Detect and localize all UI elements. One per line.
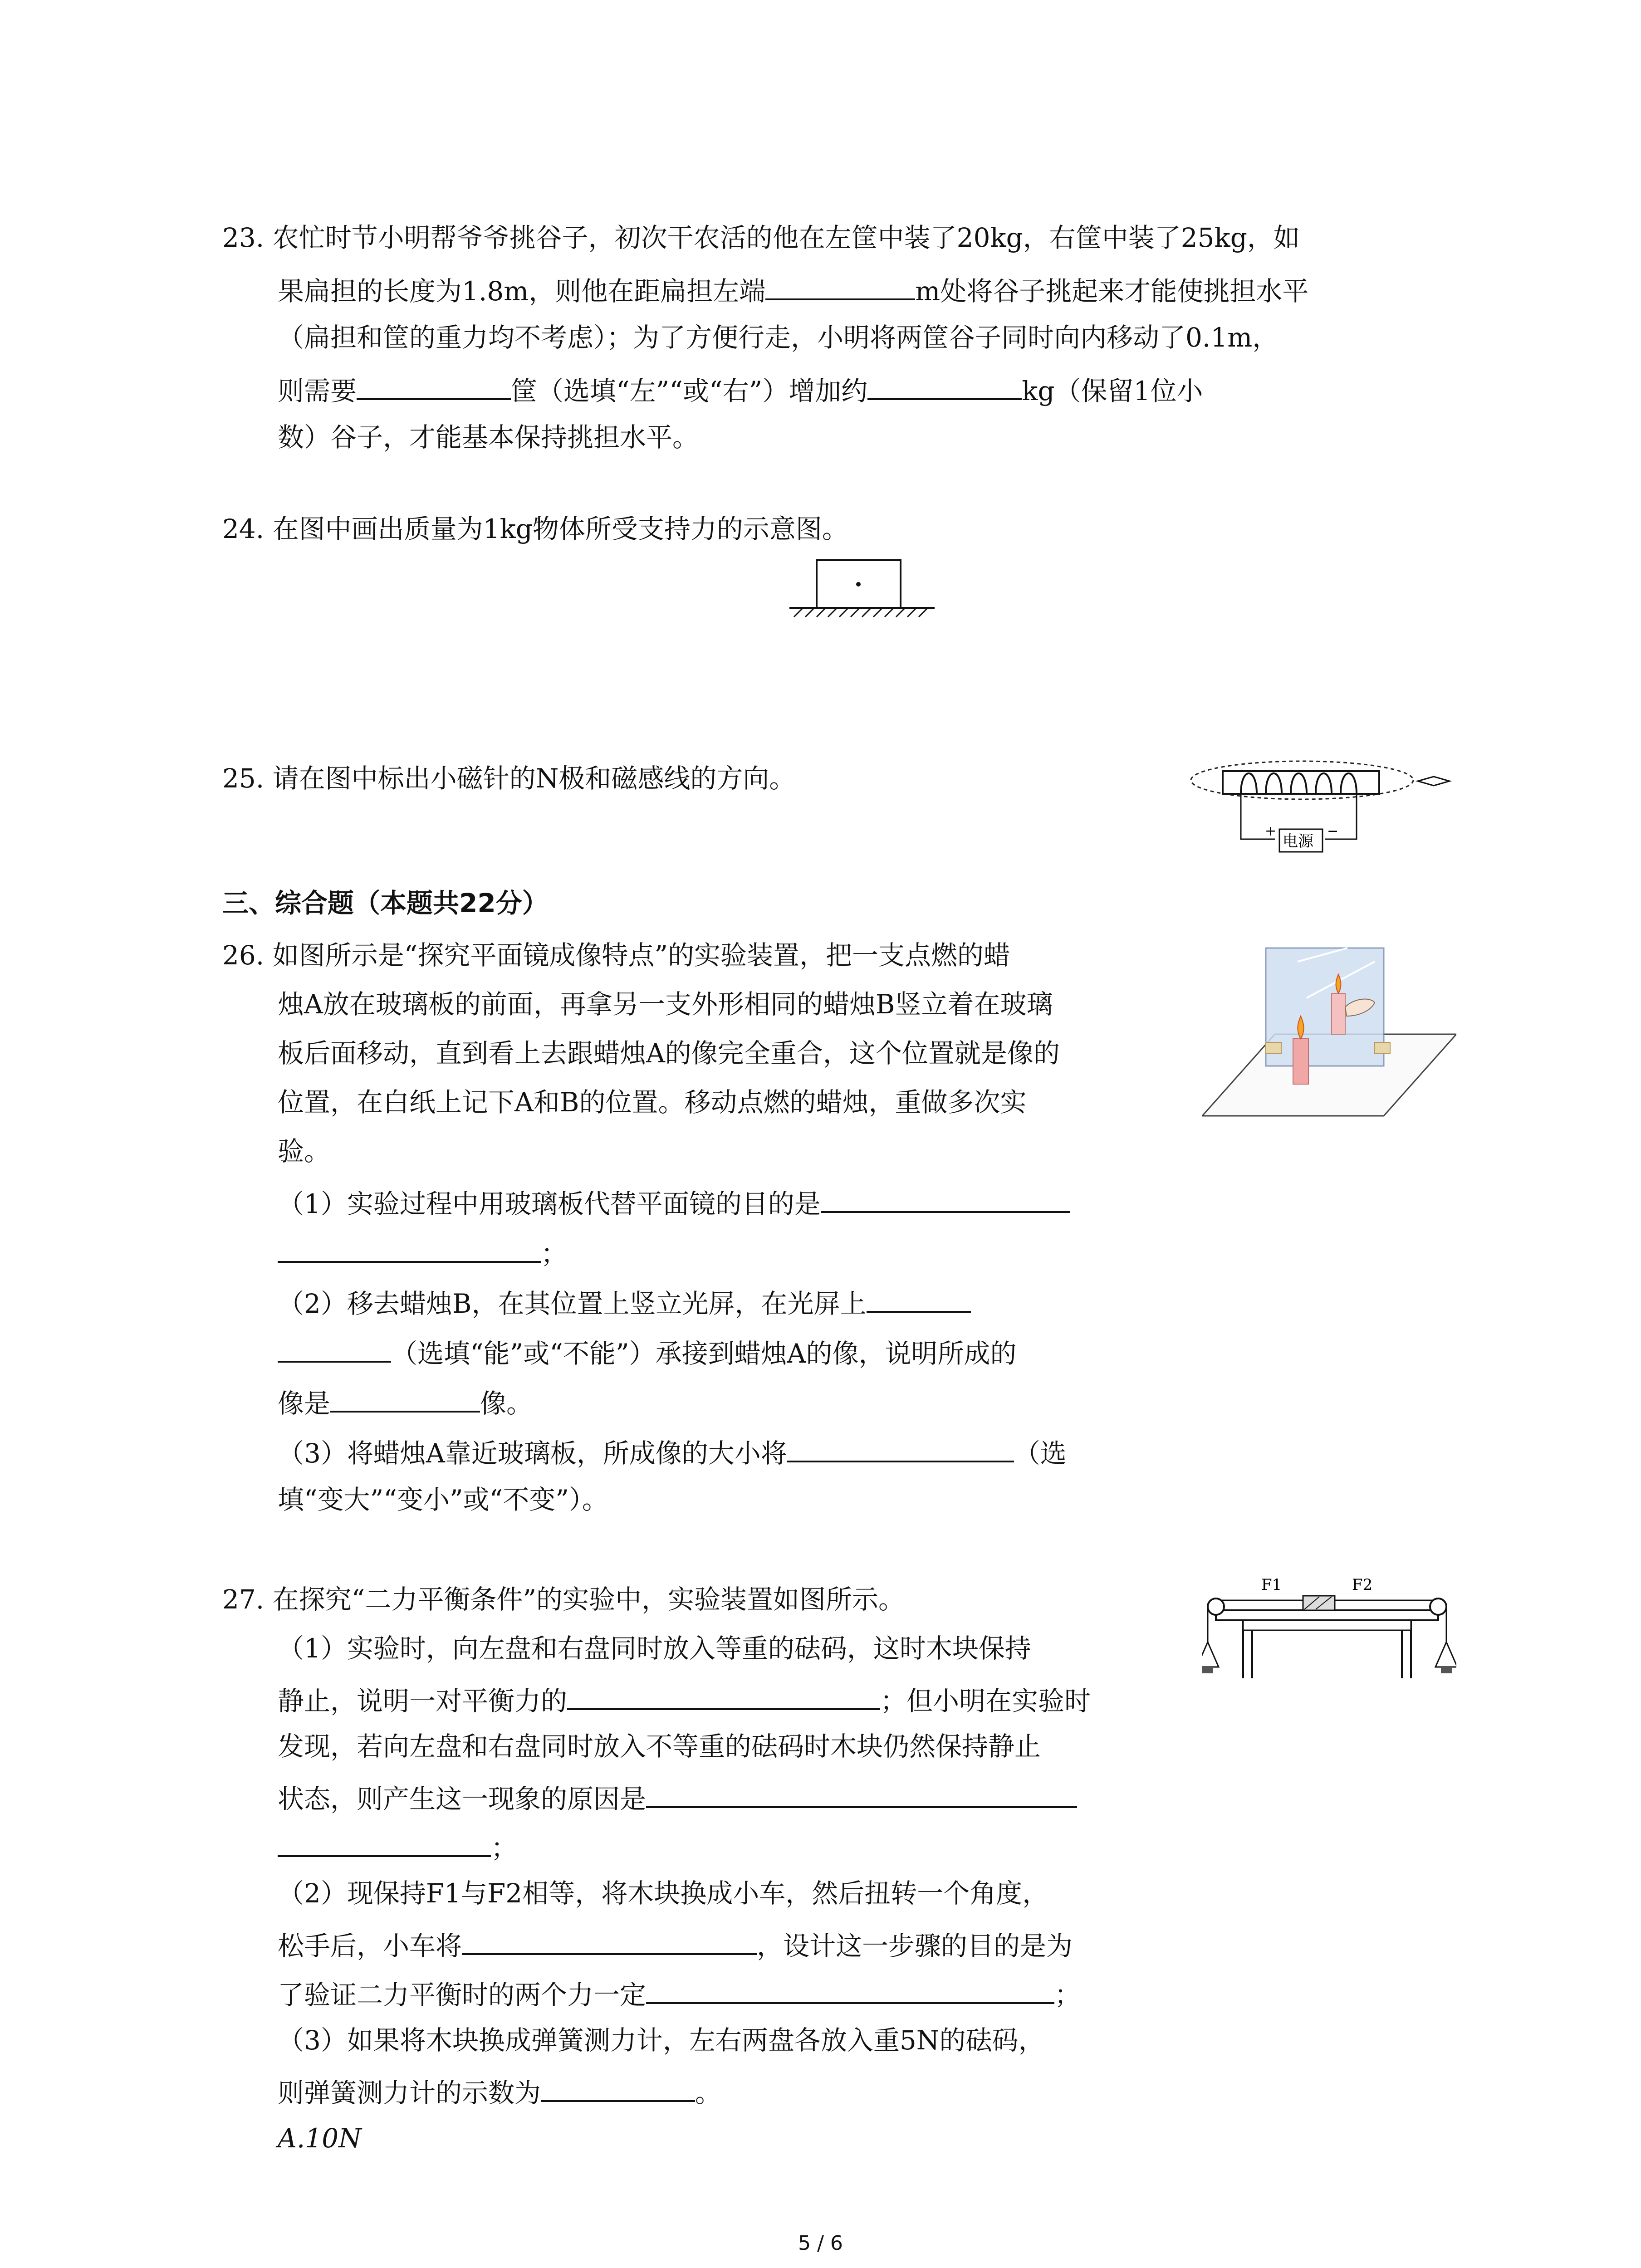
q27-blank-reading[interactable] bbox=[541, 2073, 695, 2102]
q23-line2 bbox=[278, 271, 1308, 308]
q27-sub3-b: 则弹簧测力计的示数为 bbox=[278, 2077, 541, 2108]
q27-sub1-line1: （1）实验时，向左盘和右盘同时放入等重的砝码，这时木块保持 bbox=[278, 1633, 1031, 1664]
right-weight bbox=[1441, 1667, 1452, 1673]
q23-line2-a: 果扁担的长度为1.8m，则他在距扁担左端 bbox=[278, 276, 766, 307]
q27-sub3-line2 bbox=[278, 2073, 721, 2109]
q26-sub3-b: （选 bbox=[1014, 1438, 1067, 1469]
q25-text: 25. 请在图中标出小磁针的N极和磁感线的方向。 bbox=[222, 763, 796, 794]
q26-blank-purpose[interactable] bbox=[821, 1184, 1070, 1213]
q23-line2-b: m处将谷子挑起来才能使挑担水平 bbox=[915, 276, 1309, 307]
q26-sub2-b: （选填“能”或“不能”）承接到蜡烛A的像，说明所成的 bbox=[391, 1338, 1017, 1369]
block-center-dot bbox=[856, 582, 861, 587]
q24-text: 24. 在图中画出质量为1kg物体所受支持力的示意图。 bbox=[222, 513, 848, 544]
q26-sub2-image-type bbox=[278, 1383, 533, 1420]
q26-blank-size[interactable] bbox=[787, 1433, 1014, 1462]
left-pan bbox=[1202, 1642, 1219, 1667]
q26-blank-can-receive[interactable] bbox=[867, 1284, 971, 1313]
q23-line4-a: 则需要 bbox=[278, 376, 357, 406]
q27-blank-reason[interactable] bbox=[646, 1779, 1077, 1808]
q26-blank-purpose-cont[interactable] bbox=[278, 1234, 541, 1263]
q23-blank-mass[interactable] bbox=[867, 371, 1022, 400]
candle-a bbox=[1293, 1039, 1308, 1084]
section-3-title: 三、综合题（本题共22分） bbox=[222, 888, 549, 919]
left-weight bbox=[1202, 1667, 1213, 1673]
q26-line1: 26. 如图所示是“探究平面镜成像特点”的实验装置，把一支点燃的蜡 bbox=[222, 940, 1010, 971]
q27-sub2-line3 bbox=[278, 1975, 1081, 2011]
q27-line1: 27. 在探究“二力平衡条件”的实验中，实验装置如图所示。 bbox=[222, 1584, 905, 1615]
q27-sub1-line5 bbox=[278, 1828, 517, 1864]
q25-solenoid-figure bbox=[1189, 748, 1452, 871]
q26-sub2-c: 像是 bbox=[278, 1388, 331, 1419]
candle-a-base-left bbox=[1266, 1042, 1281, 1053]
pulley-right bbox=[1430, 1598, 1446, 1615]
q26-sub1-cont bbox=[278, 1234, 567, 1270]
q23-line3: （扁担和筐的重力均不考虑）；为了方便行走，小明将两筐谷子同时向内移动了0.1m， bbox=[278, 322, 1279, 353]
q26-line4: 位置，在白纸上记下A和B的位置。移动点燃的蜡烛，重做多次实 bbox=[278, 1087, 1027, 1118]
source-minus: − bbox=[1327, 823, 1339, 839]
q23-line4-c: kg（保留1位小 bbox=[1022, 376, 1203, 406]
q26-sub3-a: （3）将蜡烛A靠近玻璃板，所成像的大小将 bbox=[278, 1438, 787, 1469]
q26-sub2-d: 像。 bbox=[480, 1388, 533, 1419]
q27-sub2-e: ； bbox=[1054, 1980, 1081, 2010]
q27-blank-cart-motion[interactable] bbox=[462, 1926, 757, 1955]
q26-blank-image-type[interactable] bbox=[330, 1383, 480, 1413]
q26-sub2 bbox=[278, 1284, 971, 1320]
q23-line1: 23. 农忙时节小明帮爷爷挑谷子，初次干农活的他在左筐中装了20kg，右筐中装了25kg，如 bbox=[222, 222, 1300, 253]
q26-sub1-a: （1）实验过程中用玻璃板代替平面镜的目的是 bbox=[278, 1188, 821, 1219]
page-number: 5 / 6 bbox=[798, 2232, 843, 2255]
q26-sub3 bbox=[278, 1433, 1067, 1470]
q23-blank-distance[interactable] bbox=[765, 271, 915, 300]
q23-blank-side[interactable] bbox=[357, 371, 511, 400]
q27-blank-balance-feature[interactable] bbox=[567, 1681, 880, 1710]
q26-mirror-experiment-figure bbox=[1202, 943, 1456, 1125]
pulley-left bbox=[1208, 1598, 1224, 1615]
q26-line5: 验。 bbox=[278, 1136, 331, 1167]
q27-option-a: A.10N bbox=[278, 2123, 362, 2154]
q26-line2: 烛A放在玻璃板的前面，再拿另一支外形相同的蜡烛B竖立着在玻璃 bbox=[278, 989, 1053, 1020]
q26-sub1 bbox=[278, 1184, 1070, 1220]
q26-line3: 板后面移动，直到看上去跟蜡烛A的像完全重合，这个位置就是像的 bbox=[278, 1038, 1060, 1069]
q27-sub3-line1: （3）如果将木块换成弹簧测力计，左右两盘各放入重5N的砝码， bbox=[278, 2025, 1045, 2056]
candle-b-base-right bbox=[1375, 1042, 1390, 1053]
q23-line4-b: 筐（选填“左”“或“右”）增加约 bbox=[511, 376, 868, 406]
q24-block-figure bbox=[780, 553, 944, 631]
q26-sub3-cont: 填“变大”“变小”或“不变”）。 bbox=[278, 1484, 608, 1515]
q27-sub1-line2 bbox=[278, 1681, 1091, 1717]
q27-sub1-line4 bbox=[278, 1779, 1077, 1815]
q27-sub1-f: ； bbox=[491, 1833, 518, 1863]
source-label: 电源 bbox=[1283, 832, 1313, 850]
q27-sub2-b: 松手后，小车将 bbox=[278, 1931, 462, 1961]
q27-sub1-e: 状态，则产生这一现象的原因是 bbox=[278, 1784, 647, 1814]
ground-hatching bbox=[794, 608, 928, 617]
q27-sub3-c: 。 bbox=[695, 2077, 722, 2108]
q27-sub2-line1: （2）现保持F1与F2相等，将木块换成小车，然后扭转一个角度， bbox=[278, 1878, 1049, 1909]
q26-sub2-cont bbox=[278, 1334, 1017, 1370]
q26-sub1-b: ； bbox=[541, 1238, 568, 1269]
q27-sub1-line3: 发现，若向左盘和右盘同时放入不等重的砝码时木块仍然保持静止 bbox=[278, 1731, 1041, 1762]
q23-line4 bbox=[278, 371, 1203, 407]
q27-sub1-c: ；但小明在实验时 bbox=[880, 1686, 1091, 1716]
q27-two-force-figure bbox=[1202, 1574, 1456, 1692]
q27-sub2-d: 了验证二力平衡时的两个力一定 bbox=[278, 1980, 647, 2010]
q27-blank-reason-cont[interactable] bbox=[278, 1828, 491, 1857]
candle-b bbox=[1332, 993, 1345, 1034]
q26-sub2-a: （2）移去蜡烛B，在其位置上竖立光屏，在光屏上 bbox=[278, 1288, 867, 1319]
q23-line5: 数）谷子，才能基本保持挑担水平。 bbox=[278, 422, 699, 453]
q27-sub1-b: 静止，说明一对平衡力的 bbox=[278, 1686, 568, 1716]
compass-needle bbox=[1418, 777, 1450, 786]
label-f2: F2 bbox=[1352, 1576, 1373, 1594]
table-top bbox=[1216, 1610, 1438, 1620]
q27-sub2-c: ，设计这一步骤的目的是为 bbox=[757, 1931, 1073, 1961]
q26-blank-can-receive-cont[interactable] bbox=[278, 1334, 391, 1363]
table-crossbar bbox=[1243, 1620, 1411, 1630]
right-pan bbox=[1435, 1642, 1456, 1667]
source-plus: + bbox=[1265, 823, 1277, 839]
q27-sub2-line2 bbox=[278, 1926, 1073, 1962]
label-f1: F1 bbox=[1261, 1576, 1282, 1594]
q27-blank-same-line[interactable] bbox=[646, 1975, 1054, 2004]
